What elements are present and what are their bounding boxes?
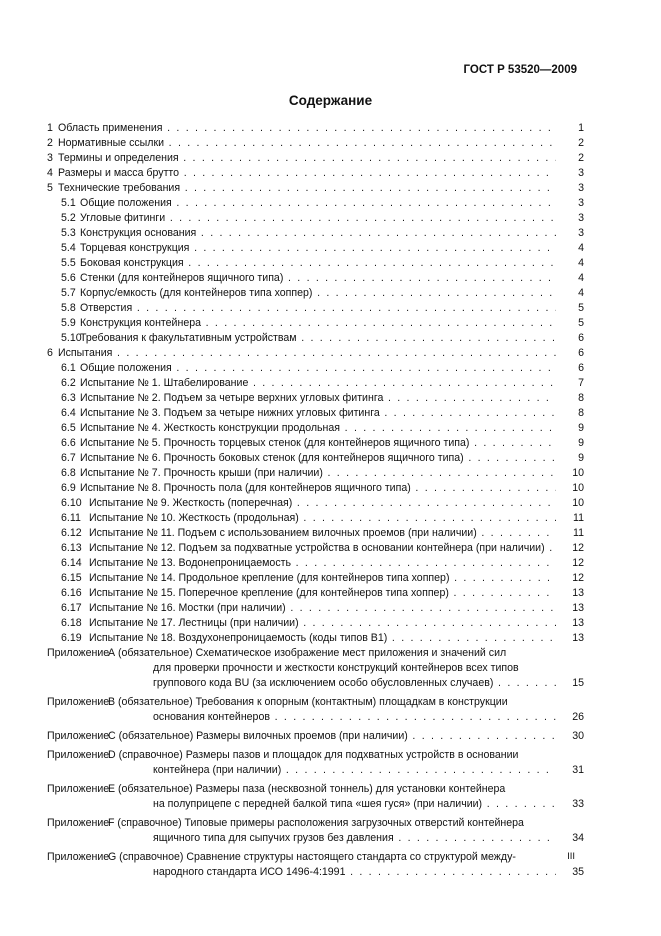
toc-entry[interactable]: [47, 286, 584, 301]
toc-entry[interactable]: [47, 301, 584, 316]
toc-entry-title: народного стандарта ИСО 1496-4:1991 . . .: [153, 865, 584, 880]
toc-entry[interactable]: [47, 748, 584, 778]
toc-entry[interactable]: [47, 850, 584, 880]
toc-entry-title: Испытание № 4. Жесткость конструкции продольная . . .: [80, 421, 584, 436]
toc-entry-title: ящичного типа для сыпучих грузов без давления . . .: [153, 831, 584, 846]
toc-entry-title: группового кода BU (за исключением особо обусловленных случаев) . . .: [153, 676, 584, 691]
toc-entry-number: 5: [47, 182, 53, 194]
toc-entry-title: F (справочное) Типовые примеры расположения загрузочных отверстий контейнера: [108, 817, 524, 829]
toc-entry-title: В (обязательное) Требования к опорным (контактным) площадкам в конструкции: [108, 696, 508, 708]
toc-entry-title: Конструкция контейнера . . .: [80, 316, 584, 331]
toc-entry-title: Испытания . . .: [58, 346, 584, 361]
toc-entry[interactable]: [47, 451, 584, 466]
toc-page-number: 9: [556, 421, 584, 436]
toc-page-number: 10: [556, 466, 584, 481]
toc-entry[interactable]: [47, 695, 584, 725]
toc-entry-title: Размеры и масса брутто . . .: [58, 166, 584, 181]
toc-entry-title: Технические требования . . .: [58, 181, 584, 196]
toc-entry-title: С (обязательное) Размеры вилочных проемов (при наличии) . . .: [108, 729, 584, 744]
toc-entry-number: 6.2: [61, 377, 76, 389]
toc-page-number: 13: [556, 616, 584, 631]
toc-entry-number: 2: [47, 137, 53, 149]
toc-entry-title: Общие положения . . .: [80, 196, 584, 211]
toc-appendix-label: Приложение: [47, 730, 110, 742]
toc-entry[interactable]: [47, 586, 584, 601]
toc-page-number: 8: [556, 391, 584, 406]
toc-entry-title: Испытание № 9. Жесткость (поперечная) . . .: [89, 496, 584, 511]
toc-entry-title: Термины и определения . . .: [58, 151, 584, 166]
toc-entry[interactable]: [47, 556, 584, 571]
toc-entry[interactable]: [47, 616, 584, 631]
toc-appendix-label: Приложение: [47, 851, 110, 863]
toc-entry-title: Испытание № 11. Подъем с использованием вилочных проемов (при наличии) . . .: [89, 526, 584, 541]
toc-entry-number: 6: [47, 347, 53, 359]
toc-page-number: 3: [556, 181, 584, 196]
toc-entry-title: Испытание № 6. Прочность боковых стенок (для контейнеров ящичного типа) . . .: [80, 451, 584, 466]
toc-page-number: 6: [556, 331, 584, 346]
toc-entry-title: Конструкция основания . . .: [80, 226, 584, 241]
toc-entry-number: 6.12: [61, 527, 82, 539]
toc-page-number: 9: [556, 451, 584, 466]
toc-entry[interactable]: [47, 271, 584, 286]
toc-entry-number: 5.6: [61, 272, 76, 284]
toc-entry-number: 6.1: [61, 362, 76, 374]
toc-entry-number: 5.10: [61, 332, 82, 344]
toc-entry-number: 6.4: [61, 407, 76, 419]
toc-title: Содержание: [288, 93, 373, 108]
toc-entry-title: Угловые фитинги . . .: [80, 211, 584, 226]
toc-entry-title: Испытание № 10. Жесткость (продольная) . . .: [89, 511, 584, 526]
toc-entry[interactable]: [47, 782, 584, 812]
toc-entry-number: 5.8: [61, 302, 76, 314]
toc-entry-title: Испытание № 5. Прочность торцевых стенок (для контейнеров ящичного типа) . . .: [80, 436, 584, 451]
toc-entry-title: Общие положения . . .: [80, 361, 584, 376]
toc-page-number: 3: [556, 196, 584, 211]
toc-entry[interactable]: [47, 151, 584, 166]
toc-page-number: 35: [556, 865, 584, 880]
toc-entry[interactable]: [47, 571, 584, 586]
toc-page-number: 12: [556, 556, 584, 571]
toc-entry[interactable]: [47, 316, 584, 331]
page-number: III: [567, 851, 575, 862]
toc-entry-title: G (справочное) Сравнение структуры настоящего стандарта со структурой между-: [108, 851, 516, 863]
toc-entry[interactable]: [47, 436, 584, 451]
toc-appendix-label: Приложение: [47, 817, 110, 829]
toc-entry[interactable]: [47, 256, 584, 271]
toc-entry-title: основания контейнеров . . .: [153, 710, 584, 725]
toc-entry[interactable]: [47, 816, 584, 846]
toc-page-number: 13: [556, 586, 584, 601]
toc-entry[interactable]: [47, 361, 584, 376]
toc-entry-title: на полуприцепе с передней балкой типа «шея гуся» (при наличии) . . .: [153, 797, 584, 812]
toc-page-number: 3: [556, 211, 584, 226]
toc-entry-title: Корпус/емкость (для контейнеров типа хоппер) . . .: [80, 286, 584, 301]
toc-page-number: 13: [556, 601, 584, 616]
toc-entry-number: 6.17: [61, 602, 82, 614]
toc-entry-title: Испытание № 1. Штабелирование . . .: [80, 376, 584, 391]
toc-entry[interactable]: [47, 496, 584, 511]
toc-page-number: 4: [556, 271, 584, 286]
toc-page-number: 34: [556, 831, 584, 846]
toc-entry[interactable]: [47, 631, 584, 646]
toc-page-number: 2: [556, 136, 584, 151]
toc-entry[interactable]: [47, 406, 584, 421]
toc-entry-title: А (обязательное) Схематическое изображение мест приложения и значений сил: [108, 647, 507, 659]
toc-page-number: 11: [556, 526, 584, 541]
toc-entry-number: 6.7: [61, 452, 76, 464]
toc-entry[interactable]: [47, 181, 584, 196]
toc-page-number: 11: [556, 511, 584, 526]
toc-entry-title: Требования к факультативным устройствам . . .: [80, 331, 584, 346]
toc-entry-number: 5.1: [61, 197, 76, 209]
toc-entry-title: Торцевая конструкция . . .: [80, 241, 584, 256]
toc-entry[interactable]: [47, 196, 584, 211]
toc-entry-title: Испытание № 8. Прочность пола (для контейнеров ящичного типа) . . .: [80, 481, 584, 496]
toc-entry-title: Область применения . . .: [58, 121, 584, 136]
toc-entry-number: 6.6: [61, 437, 76, 449]
toc-entry-number: 6.14: [61, 557, 82, 569]
toc-page-number: 3: [556, 166, 584, 181]
toc-entry-number: 3: [47, 152, 53, 164]
toc-entry[interactable]: [47, 166, 584, 181]
toc-entry[interactable]: [47, 466, 584, 481]
toc-entry-number: 1: [47, 122, 53, 134]
toc-page-number: 10: [556, 496, 584, 511]
toc-entry-title: Испытание № 15. Поперечное крепление (для контейнеров типа хоппер) . . .: [89, 586, 584, 601]
toc-entry-title: Испытание № 16. Мостки (при наличии) . . .: [89, 601, 584, 616]
toc-entry-number: 5.5: [61, 257, 76, 269]
toc-entry-number: 6.15: [61, 572, 82, 584]
toc-page-number: 30: [556, 729, 584, 744]
toc-entry[interactable]: [47, 511, 584, 526]
toc-entry-number: 5.2: [61, 212, 76, 224]
toc-entry[interactable]: [47, 226, 584, 241]
toc-entry-title: Испытание № 17. Лестницы (при наличии) . . .: [89, 616, 584, 631]
toc-entry[interactable]: [47, 541, 584, 556]
toc-entry-title: Испытание № 3. Подъем за четыре нижних угловых фитинга . . .: [80, 406, 584, 421]
toc-appendix-label: Приложение: [47, 783, 110, 795]
toc-entry[interactable]: [47, 331, 584, 346]
toc-entry-number: 6.9: [61, 482, 76, 494]
toc-entry-title: контейнера (при наличии) . . .: [153, 763, 584, 778]
toc-page-number: 5: [556, 316, 584, 331]
toc-entry-title: Отверстия . . .: [80, 301, 584, 316]
toc-entry-number: 6.11: [61, 512, 81, 524]
toc-entry[interactable]: [47, 391, 584, 406]
toc-entry-number: 5.3: [61, 227, 76, 239]
toc-entry-title: Стенки (для контейнеров ящичного типа) . . .: [80, 271, 584, 286]
toc-entry-number: 6.16: [61, 587, 82, 599]
toc-entry-number: 6.3: [61, 392, 76, 404]
toc-entry-title: Боковая конструкция . . .: [80, 256, 584, 271]
toc-entry-number: 6.10: [61, 497, 82, 509]
toc-page-number: 12: [556, 541, 584, 556]
toc-page-number: 6: [556, 361, 584, 376]
toc-appendix-label: Приложение: [47, 696, 110, 708]
toc-entry-number: 5.4: [61, 242, 76, 254]
toc-entry-number: 6.18: [61, 617, 82, 629]
toc-entry[interactable]: [47, 211, 584, 226]
toc-entry[interactable]: [47, 136, 584, 151]
toc-entry-title: Нормативные ссылки . . .: [58, 136, 584, 151]
toc-entry[interactable]: [47, 241, 584, 256]
toc-entry[interactable]: [47, 601, 584, 616]
toc-entry-number: 6.13: [61, 542, 82, 554]
toc-entry-number: 6.19: [61, 632, 82, 644]
toc-entry-number: 5.7: [61, 287, 76, 299]
toc-page-number: 2: [556, 151, 584, 166]
toc-entry-number: 5.9: [61, 317, 76, 329]
toc-appendix-label: Приложение: [47, 749, 110, 761]
toc-page-number: 9: [556, 436, 584, 451]
toc-entry[interactable]: [47, 346, 584, 361]
toc-entry[interactable]: [47, 646, 584, 691]
toc-entry-title: Испытание № 14. Продольное крепление (для контейнеров типа хоппер) . . .: [89, 571, 584, 586]
toc-entry-number: 4: [47, 167, 53, 179]
toc-page-number: 6: [556, 346, 584, 361]
toc-entry-title: Испытание № 7. Прочность крыши (при наличии) . . .: [80, 466, 584, 481]
toc-page-number: 12: [556, 571, 584, 586]
toc-page-number: 1: [556, 121, 584, 136]
toc-entry-title: Испытание № 18. Воздухонепроницаемость (коды типов В1) . . .: [89, 631, 584, 646]
toc-entry-title: Испытание № 13. Водонепроницаемость . . .: [89, 556, 584, 571]
toc-page-number: 5: [556, 301, 584, 316]
toc-entry[interactable]: [47, 481, 584, 496]
toc-entry[interactable]: [47, 121, 584, 136]
toc-page-number: 4: [556, 256, 584, 271]
toc-appendix-label: Приложение: [47, 647, 110, 659]
toc-page-number: 8: [556, 406, 584, 421]
toc-entry-title: D (справочное) Размеры пазов и площадок для подхватных устройств в основании: [108, 749, 519, 761]
toc-page-number: 7: [556, 376, 584, 391]
document-code: ГОСТ Р 53520—2009: [463, 64, 577, 76]
toc-page-number: 4: [556, 286, 584, 301]
toc-entry-number: 6.5: [61, 422, 76, 434]
toc-entry-title: для проверки прочности и жесткости конструкций контейнеров всех типов: [153, 662, 519, 674]
toc-page-number: 33: [556, 797, 584, 812]
toc-page-number: 31: [556, 763, 584, 778]
toc-entry[interactable]: [47, 376, 584, 391]
toc-page-number: 13: [556, 631, 584, 646]
toc-entry-number: 6.8: [61, 467, 76, 479]
toc-entry[interactable]: [47, 729, 584, 744]
toc-page-number: 3: [556, 226, 584, 241]
toc-entry-title: Е (обязательное) Размеры паза (несквозной тоннель) для установки контейнера: [108, 783, 506, 795]
toc-page-number: 26: [556, 710, 584, 725]
toc-page-number: 15: [556, 676, 584, 691]
toc-entry-title: Испытание № 2. Подъем за четыре верхних угловых фитинга . . .: [80, 391, 584, 406]
toc-entry[interactable]: [47, 526, 584, 541]
toc-page-number: 4: [556, 241, 584, 256]
toc-page-number: 10: [556, 481, 584, 496]
toc-entry[interactable]: [47, 421, 584, 436]
toc-entry-title: Испытание № 12. Подъем за подхватные устройства в основании контейнера (при наличии) . . .: [89, 541, 584, 556]
